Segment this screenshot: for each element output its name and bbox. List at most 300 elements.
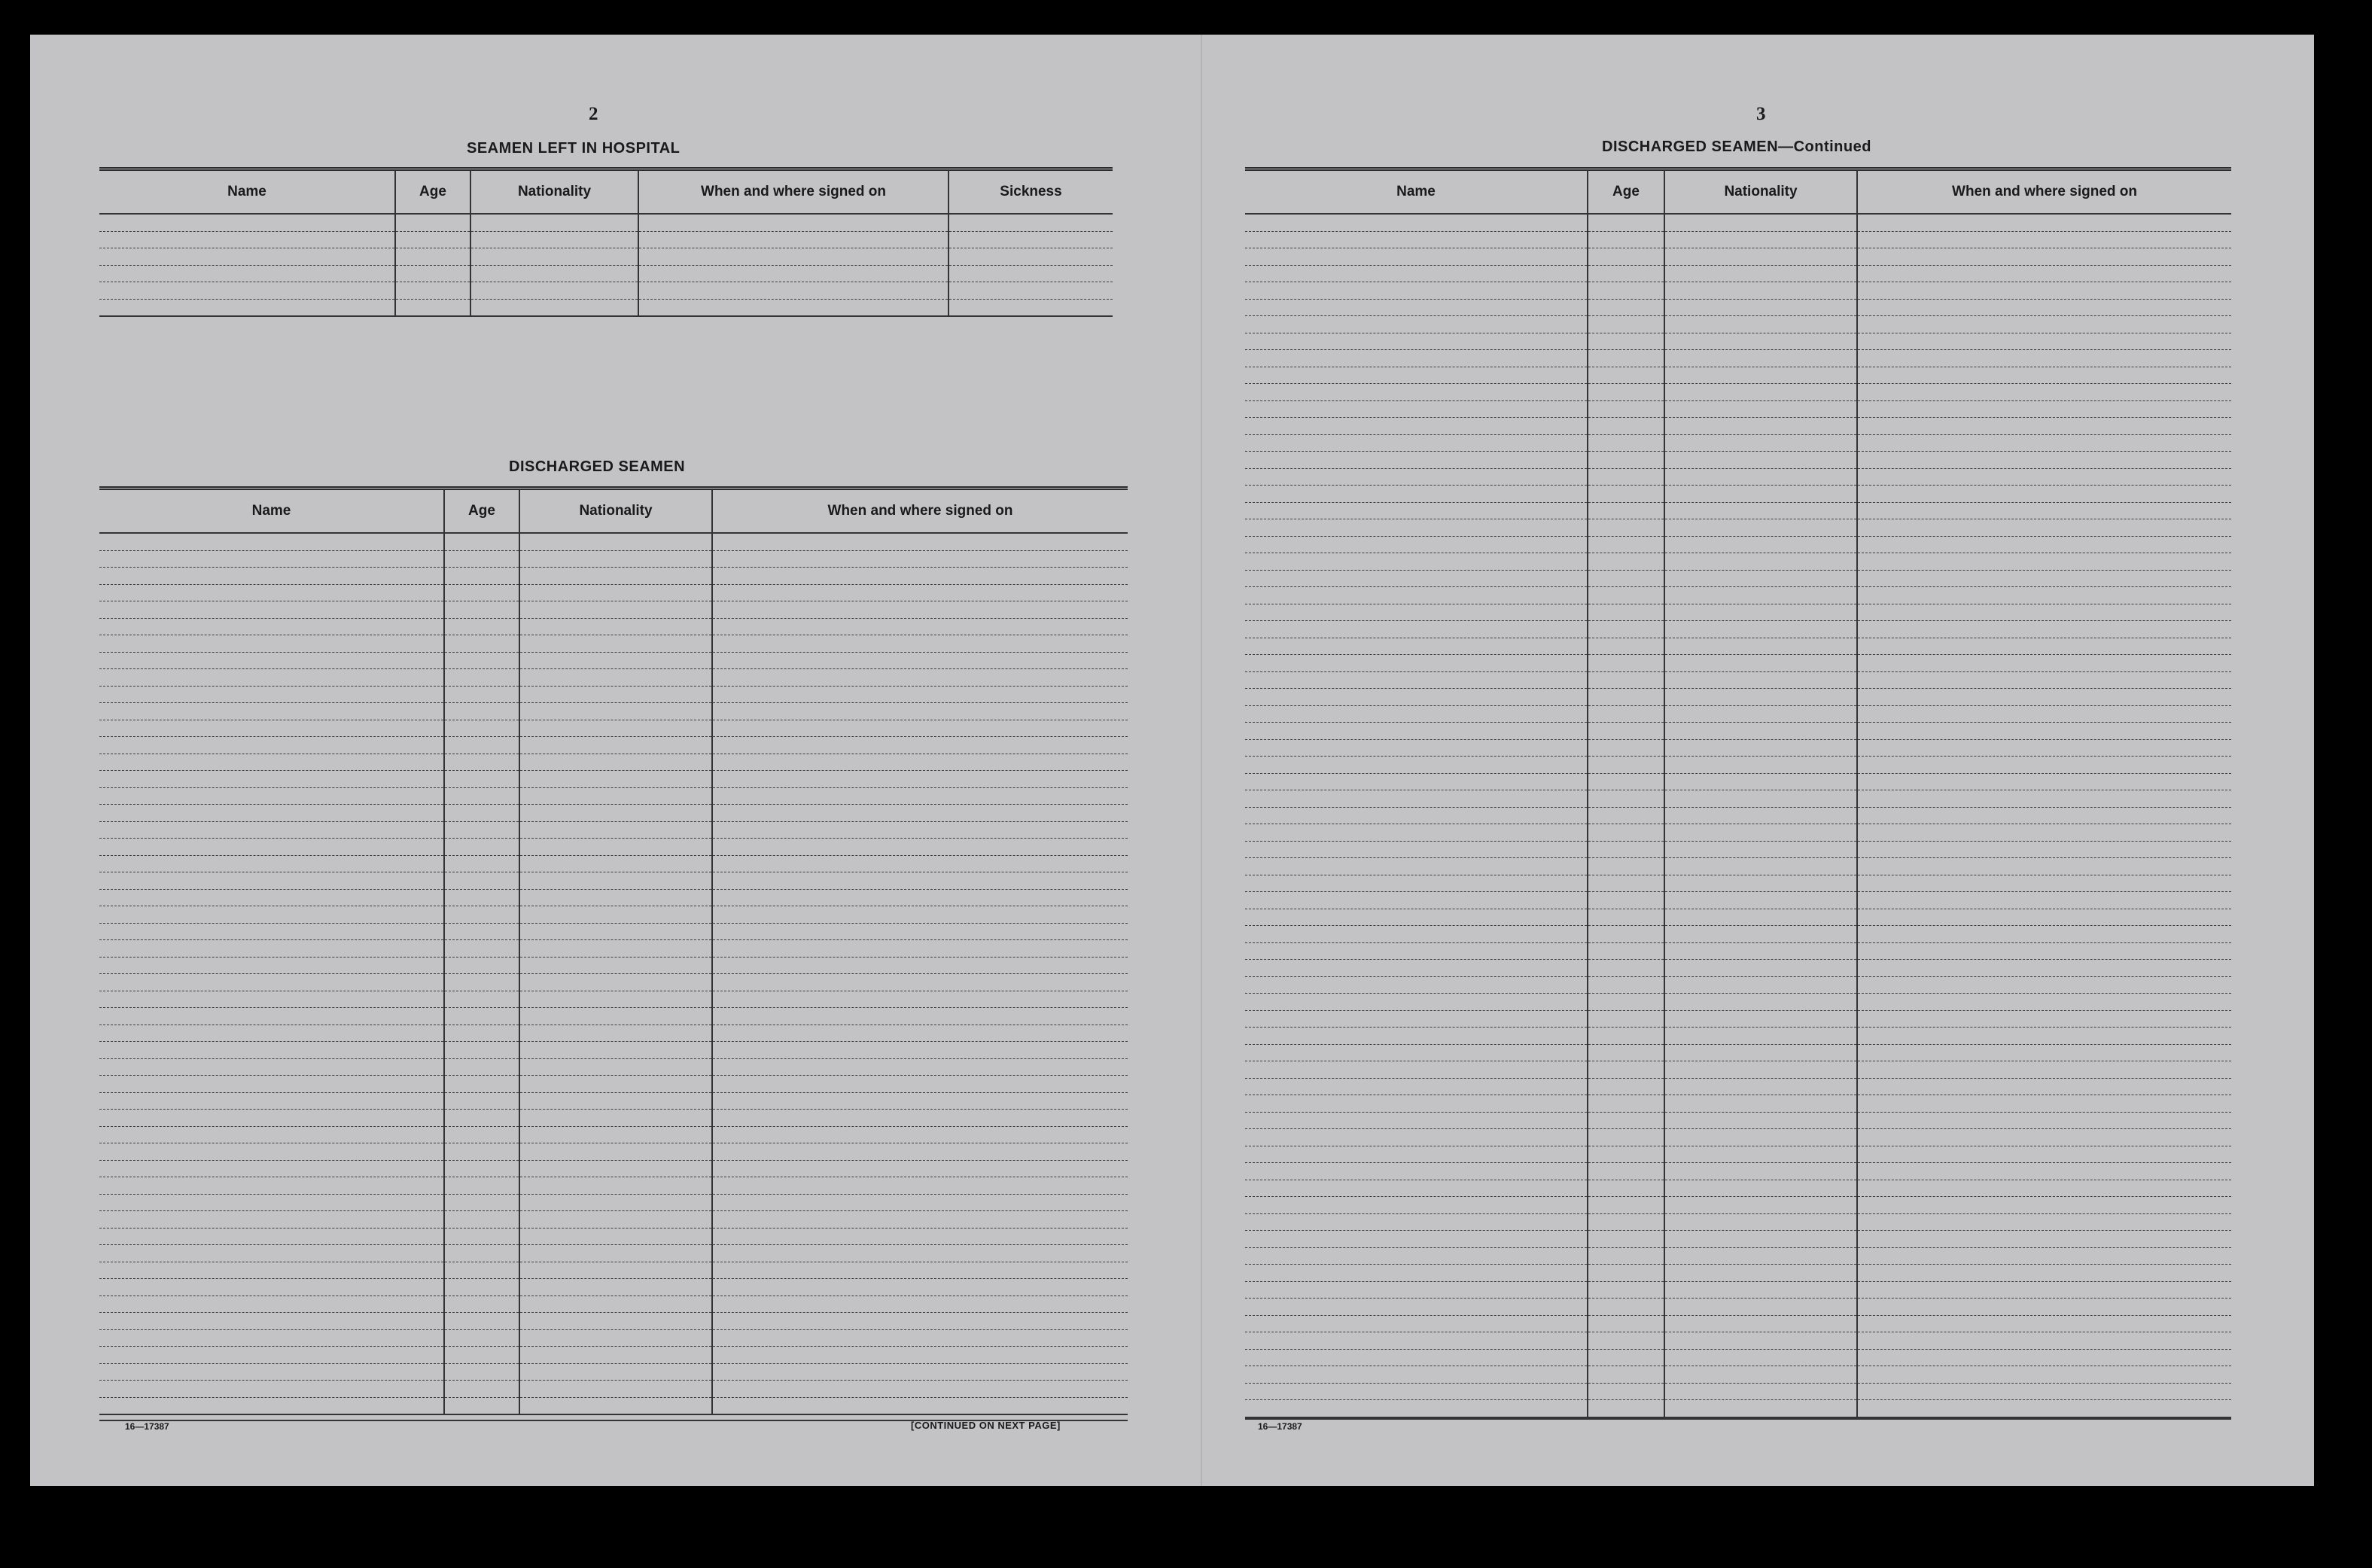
- ledger-cell: [948, 231, 1113, 248]
- ledger-row: [1245, 486, 2231, 503]
- ledger-cell: [1664, 1163, 1857, 1180]
- ledger-cell: [1857, 1028, 2231, 1045]
- ledger-cell: [712, 1363, 1128, 1381]
- ledger-cell: [1664, 1010, 1857, 1028]
- ledger-cell: [1588, 536, 1664, 553]
- ledger-row: [1245, 1129, 2231, 1146]
- ledger-row: [99, 703, 1128, 720]
- document-sheet: [30, 35, 2314, 1486]
- ledger-row: [99, 669, 1128, 687]
- ledger-row: [1245, 773, 2231, 790]
- ledger-cell: [444, 669, 519, 687]
- ledger-cell: [1245, 570, 1588, 587]
- ledger-cell: [1857, 282, 2231, 300]
- ledger-row: [99, 635, 1128, 653]
- ledger-cell: [519, 754, 712, 771]
- ledger-row: [1245, 553, 2231, 571]
- discharged-continued-title: [1602, 139, 1871, 156]
- ledger-cell: [1857, 1349, 2231, 1366]
- ledger-cell: [1857, 909, 2231, 926]
- ledger-cell: [444, 584, 519, 601]
- ledger-cell: [1588, 502, 1664, 519]
- ledger-cell: [1664, 942, 1857, 960]
- ledger-cell: [1664, 553, 1857, 571]
- ledger-cell: [519, 974, 712, 991]
- ledger-cell: [1245, 723, 1588, 740]
- ledger-row: [1245, 384, 2231, 401]
- col-header-signed-on: When and where signed on: [712, 489, 1128, 534]
- ledger-cell: [1857, 265, 2231, 282]
- ledger-cell: [1588, 790, 1664, 808]
- ledger-cell: [470, 214, 638, 231]
- hospital-section-title: SEAMEN LEFT IN HOSPITAL: [467, 140, 681, 157]
- ledger-cell: [1245, 519, 1588, 537]
- col-header-name: Name: [1245, 169, 1588, 215]
- ledger-cell: [1664, 976, 1857, 994]
- ledger-row: [99, 231, 1113, 248]
- ledger-cell: [1245, 265, 1588, 282]
- ledger-cell: [1245, 1010, 1588, 1028]
- ledger-cell: [444, 872, 519, 890]
- ledger-cell: [638, 282, 948, 300]
- ledger-cell: [444, 754, 519, 771]
- ledger-row: [1245, 1231, 2231, 1248]
- ledger-cell: [99, 1194, 444, 1211]
- ledger-cell: [519, 821, 712, 839]
- ledger-cell: [519, 652, 712, 669]
- ledger-cell: [99, 1143, 444, 1161]
- ledger-cell: [1588, 976, 1664, 994]
- ledger-cell: [1245, 1281, 1588, 1299]
- ledger-cell: [99, 550, 444, 568]
- ledger-cell: [519, 839, 712, 856]
- ledger-cell: [1588, 994, 1664, 1011]
- ledger-cell: [444, 805, 519, 822]
- continued-note: [CONTINUED ON NEXT PAGE]: [911, 1420, 1061, 1431]
- ledger-row: [99, 1092, 1128, 1110]
- ledger-cell: [444, 686, 519, 703]
- ledger-cell: [1245, 1180, 1588, 1197]
- ledger-cell: [1857, 655, 2231, 672]
- ledger-cell: [1245, 1213, 1588, 1231]
- ledger-cell: [712, 889, 1128, 906]
- ledger-row: [99, 771, 1128, 788]
- ledger-row: [99, 1110, 1128, 1127]
- ledger-cell: [444, 855, 519, 872]
- ledger-cell: [948, 282, 1113, 300]
- ledger-cell: [1857, 705, 2231, 723]
- ledger-cell: [1588, 1061, 1664, 1079]
- ledger-cell: [712, 957, 1128, 974]
- ledger-cell: [1245, 655, 1588, 672]
- ledger-cell: [1857, 1281, 2231, 1299]
- ledger-cell: [712, 974, 1128, 991]
- ledger-cell: [1857, 231, 2231, 248]
- ledger-row: [99, 889, 1128, 906]
- ledger-cell: [1664, 1112, 1857, 1129]
- ledger-row: [99, 1313, 1128, 1330]
- ledger-cell: [444, 923, 519, 940]
- ledger-row: [99, 1177, 1128, 1195]
- discharged-section-title: DISCHARGED SEAMEN: [509, 458, 686, 475]
- ledger-row: [1245, 638, 2231, 655]
- ledger-cell: [99, 974, 444, 991]
- ledger-cell: [1245, 434, 1588, 452]
- ledger-row: [1245, 1010, 2231, 1028]
- page-number: 3: [1756, 104, 1766, 124]
- ledger-cell: [712, 1228, 1128, 1245]
- ledger-row: [99, 1008, 1128, 1025]
- ledger-cell: [1245, 1044, 1588, 1061]
- ledger-cell: [712, 872, 1128, 890]
- ledger-cell: [1664, 1281, 1857, 1299]
- ledger-cell: [1664, 587, 1857, 604]
- ledger-cell: [1245, 367, 1588, 384]
- ledger-row: [1245, 1247, 2231, 1265]
- ledger-cell: [99, 720, 444, 737]
- ledger-cell: [1588, 689, 1664, 706]
- ledger-cell: [99, 821, 444, 839]
- ledger-row: [1245, 994, 2231, 1011]
- ledger-cell: [1245, 1231, 1588, 1248]
- ledger-cell: [1245, 452, 1588, 469]
- ledger-cell: [1588, 265, 1664, 282]
- ledger-cell: [519, 1279, 712, 1296]
- ledger-row: [99, 214, 1113, 231]
- ledger-cell: [444, 821, 519, 839]
- ledger-cell: [1245, 976, 1588, 994]
- ledger-cell: [1857, 790, 2231, 808]
- ledger-cell: [1245, 1112, 1588, 1129]
- ledger-cell: [99, 533, 444, 550]
- ledger-row: [99, 1228, 1128, 1245]
- ledger-cell: [1664, 282, 1857, 300]
- ledger-cell: [1857, 621, 2231, 638]
- ledger-cell: [1588, 1197, 1664, 1214]
- ledger-cell: [1664, 1231, 1857, 1248]
- ledger-row: [99, 618, 1128, 635]
- ledger-cell: [1664, 671, 1857, 689]
- ledger-cell: [99, 1126, 444, 1143]
- ledger-cell: [1588, 1265, 1664, 1282]
- discharged-table-body: [99, 533, 1128, 1414]
- ledger-cell: [1857, 1112, 2231, 1129]
- page-number: 2: [589, 104, 598, 124]
- ledger-cell: [1588, 434, 1664, 452]
- ledger-cell: [1588, 519, 1664, 537]
- ledger-cell: [1857, 892, 2231, 909]
- ledger-cell: [712, 584, 1128, 601]
- ledger-row: [1245, 655, 2231, 672]
- ledger-cell: [1588, 655, 1664, 672]
- ledger-cell: [1664, 824, 1857, 842]
- ledger-cell: [519, 1211, 712, 1229]
- ledger-cell: [1245, 1400, 1588, 1417]
- ledger-cell: [1245, 1163, 1588, 1180]
- ledger-cell: [1245, 587, 1588, 604]
- col-header-nationality: Nationality: [519, 489, 712, 534]
- ledger-cell: [1664, 1349, 1857, 1366]
- ledger-cell: [99, 1025, 444, 1042]
- ledger-cell: [1245, 689, 1588, 706]
- ledger-cell: [395, 214, 470, 231]
- ledger-row: [99, 686, 1128, 703]
- ledger-cell: [1245, 604, 1588, 621]
- ledger-row: [1245, 807, 2231, 824]
- ledger-cell: [99, 940, 444, 958]
- ledger-row: [1245, 705, 2231, 723]
- ledger-cell: [99, 584, 444, 601]
- ledger-row: [1245, 1163, 2231, 1180]
- ledger-cell: [519, 1008, 712, 1025]
- ledger-cell: [1857, 434, 2231, 452]
- ledger-row: [99, 754, 1128, 771]
- ledger-cell: [1245, 553, 1588, 571]
- ledger-cell: [1245, 1078, 1588, 1095]
- ledger-cell: [519, 889, 712, 906]
- ledger-cell: [519, 1329, 712, 1347]
- ledger-cell: [1588, 1383, 1664, 1400]
- ledger-cell: [712, 1381, 1128, 1398]
- ledger-cell: [1245, 1265, 1588, 1282]
- ledger-row: [1245, 892, 2231, 909]
- ledger-cell: [519, 1262, 712, 1279]
- ledger-cell: [519, 533, 712, 550]
- ledger-cell: [99, 265, 395, 282]
- ledger-cell: [99, 754, 444, 771]
- ledger-cell: [1664, 519, 1857, 537]
- ledger-cell: [395, 282, 470, 300]
- ledger-cell: [1588, 486, 1664, 503]
- ledger-row: [1245, 570, 2231, 587]
- ledger-row: [1245, 1213, 2231, 1231]
- ledger-cell: [1857, 824, 2231, 842]
- ledger-cell: [1588, 926, 1664, 943]
- ledger-cell: [519, 1110, 712, 1127]
- ledger-cell: [1857, 1197, 2231, 1214]
- ledger-cell: [99, 787, 444, 805]
- ledger-row: [99, 1347, 1128, 1364]
- ledger-row: [1245, 621, 2231, 638]
- ledger-cell: [519, 787, 712, 805]
- ledger-cell: [1857, 875, 2231, 892]
- ledger-cell: [99, 1329, 444, 1347]
- ledger-cell: [712, 1058, 1128, 1076]
- ledger-cell: [1245, 418, 1588, 435]
- ledger-cell: [1245, 1332, 1588, 1350]
- ledger-row: [99, 839, 1128, 856]
- ledger-row: [99, 1042, 1128, 1059]
- ledger-cell: [638, 299, 948, 316]
- hospital-table-body: [99, 214, 1113, 316]
- ledger-cell: [519, 771, 712, 788]
- ledger-cell: [1857, 400, 2231, 418]
- ledger-cell: [1588, 621, 1664, 638]
- col-header-sickness: Sickness: [948, 169, 1113, 215]
- ledger-cell: [444, 1347, 519, 1364]
- ledger-row: [1245, 723, 2231, 740]
- ledger-cell: [519, 584, 712, 601]
- ledger-cell: [1857, 689, 2231, 706]
- discharged-table: [99, 486, 1128, 1415]
- ledger-cell: [444, 1025, 519, 1042]
- ledger-cell: [712, 787, 1128, 805]
- ledger-row: [1245, 1349, 2231, 1366]
- ledger-cell: [1588, 875, 1664, 892]
- ledger-cell: [99, 1262, 444, 1279]
- ledger-cell: [712, 1262, 1128, 1279]
- ledger-row: [99, 1160, 1128, 1177]
- ledger-cell: [519, 1042, 712, 1059]
- ledger-cell: [1588, 333, 1664, 350]
- ledger-row: [1245, 1197, 2231, 1214]
- ledger-cell: [444, 1262, 519, 1279]
- ledger-row: [1245, 468, 2231, 486]
- ledger-cell: [712, 754, 1128, 771]
- ledger-cell: [444, 1160, 519, 1177]
- ledger-cell: [712, 686, 1128, 703]
- ledger-cell: [519, 1296, 712, 1313]
- ledger-cell: [1857, 1299, 2231, 1316]
- ledger-cell: [712, 1194, 1128, 1211]
- ledger-row: [1245, 400, 2231, 418]
- right-page: [1202, 35, 2314, 1486]
- ledger-cell: [1857, 1315, 2231, 1332]
- ledger-cell: [1588, 231, 1664, 248]
- ledger-row: [1245, 502, 2231, 519]
- ledger-cell: [1857, 384, 2231, 401]
- ledger-row: [1245, 1281, 2231, 1299]
- ledger-cell: [1245, 1383, 1588, 1400]
- ledger-cell: [1857, 1044, 2231, 1061]
- ledger-cell: [948, 248, 1113, 266]
- ledger-cell: [1588, 1078, 1664, 1095]
- ledger-cell: [99, 1042, 444, 1059]
- ledger-cell: [712, 1126, 1128, 1143]
- ledger-cell: [444, 652, 519, 669]
- ledger-cell: [1245, 350, 1588, 367]
- ledger-cell: [519, 991, 712, 1008]
- ledger-cell: [712, 1313, 1128, 1330]
- ledger-row: [99, 1126, 1128, 1143]
- ledger-cell: [99, 601, 444, 619]
- ledger-cell: [519, 550, 712, 568]
- ledger-cell: [1857, 248, 2231, 266]
- ledger-cell: [1664, 1213, 1857, 1231]
- ledger-cell: [1857, 994, 2231, 1011]
- discharged-table-header: [99, 489, 1128, 534]
- ledger-cell: [1245, 858, 1588, 875]
- ledger-row: [1245, 1315, 2231, 1332]
- ledger-cell: [444, 1092, 519, 1110]
- ledger-cell: [99, 299, 395, 316]
- ledger-cell: [1664, 333, 1857, 350]
- ledger-cell: [444, 533, 519, 550]
- ledger-cell: [1588, 384, 1664, 401]
- ledger-cell: [99, 889, 444, 906]
- ledger-cell: [1588, 1332, 1664, 1350]
- ledger-cell: [1664, 214, 1857, 231]
- ledger-cell: [1857, 587, 2231, 604]
- ledger-cell: [1664, 1383, 1857, 1400]
- ledger-cell: [99, 1347, 444, 1364]
- ledger-cell: [1588, 824, 1664, 842]
- ledger-cell: [1245, 994, 1588, 1011]
- ledger-cell: [444, 1110, 519, 1127]
- ledger-row: [99, 737, 1128, 754]
- ledger-cell: [1245, 1315, 1588, 1332]
- ledger-cell: [1857, 807, 2231, 824]
- ledger-cell: [1664, 723, 1857, 740]
- ledger-cell: [712, 703, 1128, 720]
- ledger-cell: [444, 1228, 519, 1245]
- ledger-cell: [1245, 807, 1588, 824]
- ledger-cell: [1664, 621, 1857, 638]
- left-page: [30, 35, 1201, 1486]
- ledger-cell: [1245, 333, 1588, 350]
- ledger-row: [1245, 757, 2231, 774]
- ledger-row: [1245, 841, 2231, 858]
- ledger-row: [99, 568, 1128, 585]
- ledger-cell: [519, 618, 712, 635]
- ledger-cell: [1245, 621, 1588, 638]
- ledger-cell: [1664, 960, 1857, 977]
- ledger-cell: [1588, 1028, 1664, 1045]
- ledger-cell: [1857, 333, 2231, 350]
- ledger-row: [1245, 960, 2231, 977]
- ledger-row: [1245, 1112, 2231, 1129]
- ledger-cell: [519, 1177, 712, 1195]
- discharged-continued-table: [1245, 167, 2231, 1418]
- ledger-cell: [99, 1397, 444, 1414]
- ledger-row: [99, 957, 1128, 974]
- ledger-cell: [444, 1313, 519, 1330]
- footer-rule: [1245, 1418, 2231, 1420]
- ledger-cell: [1664, 350, 1857, 367]
- ledger-cell: [99, 1058, 444, 1076]
- ledger-cell: [99, 839, 444, 856]
- ledger-row: [99, 974, 1128, 991]
- ledger-row: [99, 282, 1113, 300]
- ledger-cell: [1245, 299, 1588, 316]
- ledger-cell: [1245, 214, 1588, 231]
- ledger-cell: [1245, 824, 1588, 842]
- ledger-cell: [1664, 1028, 1857, 1045]
- ledger-row: [1245, 248, 2231, 266]
- ledger-cell: [444, 1126, 519, 1143]
- ledger-cell: [99, 635, 444, 653]
- ledger-cell: [1664, 486, 1857, 503]
- ledger-cell: [1664, 1044, 1857, 1061]
- ledger-cell: [1245, 638, 1588, 655]
- ledger-cell: [1588, 807, 1664, 824]
- ledger-cell: [1664, 875, 1857, 892]
- ledger-cell: [1664, 231, 1857, 248]
- ledger-cell: [99, 991, 444, 1008]
- ledger-cell: [1664, 1197, 1857, 1214]
- ledger-cell: [1857, 1078, 2231, 1095]
- ledger-cell: [444, 787, 519, 805]
- ledger-cell: [519, 669, 712, 687]
- ledger-row: [99, 1279, 1128, 1296]
- ledger-row: [1245, 265, 2231, 282]
- ledger-cell: [99, 1245, 444, 1262]
- ledger-cell: [712, 1042, 1128, 1059]
- ledger-row: [99, 923, 1128, 940]
- ledger-cell: [1588, 841, 1664, 858]
- ledger-cell: [712, 855, 1128, 872]
- ledger-cell: [1857, 1231, 2231, 1248]
